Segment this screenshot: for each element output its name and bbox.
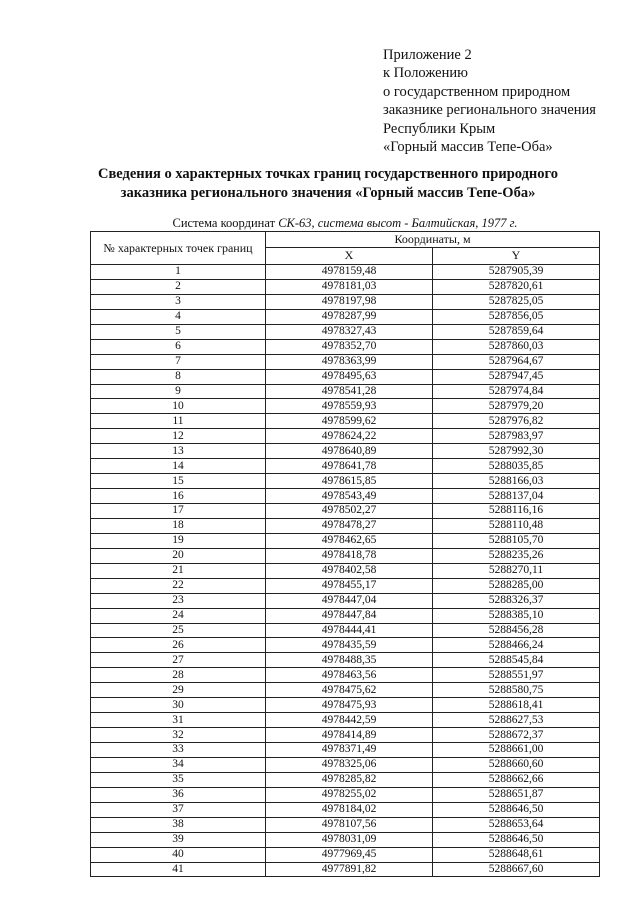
table-row <box>91 474 600 489</box>
y-coordinate-cell: 5288326,37 <box>433 593 600 608</box>
appendix-line: заказнике регионального значения <box>383 102 596 119</box>
y-coordinate-cell: 5288660,60 <box>433 757 600 772</box>
table-row <box>91 518 600 533</box>
point-number-cell: 33 <box>91 743 266 758</box>
point-number-cell: 38 <box>91 817 266 832</box>
table-row <box>91 802 600 817</box>
x-coordinate-cell: 4978463,56 <box>266 668 433 683</box>
y-coordinate-cell: 5287859,64 <box>433 324 600 339</box>
appendix-line: Республики Крым <box>383 120 496 137</box>
y-coordinate-cell: 5287825,05 <box>433 294 600 309</box>
caption-prefix: Система координат <box>172 216 279 230</box>
x-coordinate-cell: 4978363,99 <box>266 354 433 369</box>
table-row <box>91 324 600 339</box>
x-coordinate-cell: 4978641,78 <box>266 459 433 474</box>
x-coordinate-cell: 4978495,63 <box>266 369 433 384</box>
x-coordinate-cell: 4978462,65 <box>266 533 433 548</box>
point-number-cell: 14 <box>91 459 266 474</box>
table-row <box>91 563 600 578</box>
x-coordinate-cell: 4978107,56 <box>266 817 433 832</box>
x-coordinate-cell: 4978599,62 <box>266 414 433 429</box>
point-number-cell: 12 <box>91 429 266 444</box>
point-number-cell: 18 <box>91 518 266 533</box>
table-row <box>91 817 600 832</box>
point-number-cell: 35 <box>91 772 266 787</box>
table-row <box>91 713 600 728</box>
table-row <box>91 698 600 713</box>
coordinates-table <box>90 231 600 877</box>
point-number-cell: 17 <box>91 504 266 519</box>
y-coordinate-cell: 5287820,61 <box>433 279 600 294</box>
point-number-cell: 41 <box>91 862 266 877</box>
y-coordinate-cell: 5288580,75 <box>433 683 600 698</box>
x-coordinate-cell: 4977969,45 <box>266 847 433 862</box>
point-number-cell: 21 <box>91 563 266 578</box>
point-number-cell: 5 <box>91 324 266 339</box>
x-coordinate-cell: 4978444,41 <box>266 623 433 638</box>
y-coordinate-cell: 5287983,97 <box>433 429 600 444</box>
x-coordinate-cell: 4978325,06 <box>266 757 433 772</box>
point-number-cell: 27 <box>91 653 266 668</box>
point-number-cell: 11 <box>91 414 266 429</box>
x-coordinate-cell: 4978615,85 <box>266 474 433 489</box>
y-coordinate-cell: 5288667,60 <box>433 862 600 877</box>
y-coordinate-cell: 5287976,82 <box>433 414 600 429</box>
header-point-number: № характерных точек границ <box>91 232 266 265</box>
table-row <box>91 339 600 354</box>
x-coordinate-cell: 4978327,43 <box>266 324 433 339</box>
x-coordinate-cell: 4978640,89 <box>266 444 433 459</box>
table-row <box>91 548 600 563</box>
point-number-cell: 34 <box>91 757 266 772</box>
x-coordinate-cell: 4978541,28 <box>266 384 433 399</box>
x-coordinate-cell: 4978543,49 <box>266 489 433 504</box>
point-number-cell: 28 <box>91 668 266 683</box>
x-coordinate-cell: 4978502,27 <box>266 504 433 519</box>
point-number-cell: 13 <box>91 444 266 459</box>
y-coordinate-cell: 5287947,45 <box>433 369 600 384</box>
y-coordinate-cell: 5288110,48 <box>433 518 600 533</box>
document-title <box>60 165 596 203</box>
point-number-cell: 4 <box>91 309 266 324</box>
x-coordinate-cell: 4978442,59 <box>266 713 433 728</box>
y-coordinate-cell: 5288137,04 <box>433 489 600 504</box>
y-coordinate-cell: 5288235,26 <box>433 548 600 563</box>
y-coordinate-cell: 5287860,03 <box>433 339 600 354</box>
table-header-row <box>91 232 600 248</box>
x-coordinate-cell: 4978255,02 <box>266 787 433 802</box>
table-row <box>91 369 600 384</box>
y-coordinate-cell: 5288545,84 <box>433 653 600 668</box>
y-coordinate-cell: 5288166,03 <box>433 474 600 489</box>
point-number-cell: 15 <box>91 474 266 489</box>
y-coordinate-cell: 5287905,39 <box>433 265 600 280</box>
point-number-cell: 22 <box>91 578 266 593</box>
caption-italic: СК-63, система высот - Балтийская, 1977 г. <box>278 216 518 230</box>
point-number-cell: 2 <box>91 279 266 294</box>
table-row <box>91 832 600 847</box>
table-row <box>91 728 600 743</box>
y-coordinate-cell: 5288116,16 <box>433 504 600 519</box>
table-row <box>91 429 600 444</box>
x-coordinate-cell: 4978475,93 <box>266 698 433 713</box>
y-coordinate-cell: 5288285,00 <box>433 578 600 593</box>
y-coordinate-cell: 5288466,24 <box>433 638 600 653</box>
x-coordinate-cell: 4978447,04 <box>266 593 433 608</box>
x-coordinate-cell: 4978455,17 <box>266 578 433 593</box>
x-coordinate-cell: 4978352,70 <box>266 339 433 354</box>
table-row <box>91 623 600 638</box>
x-coordinate-cell: 4977891,82 <box>266 862 433 877</box>
x-coordinate-cell: 4978287,99 <box>266 309 433 324</box>
point-number-cell: 19 <box>91 533 266 548</box>
x-coordinate-cell: 4978184,02 <box>266 802 433 817</box>
x-coordinate-cell: 4978371,49 <box>266 743 433 758</box>
y-coordinate-cell: 5288672,37 <box>433 728 600 743</box>
point-number-cell: 9 <box>91 384 266 399</box>
appendix-line: «Горный массив Тепе-Оба» <box>383 139 553 156</box>
appendix-line: о государственном природном <box>383 83 571 100</box>
y-coordinate-cell: 5287856,05 <box>433 309 600 324</box>
x-coordinate-cell: 4978447,84 <box>266 608 433 623</box>
table-row <box>91 504 600 519</box>
y-coordinate-cell: 5288035,85 <box>433 459 600 474</box>
table-row <box>91 608 600 623</box>
appendix-block <box>383 46 633 156</box>
y-coordinate-cell: 5288385,10 <box>433 608 600 623</box>
table-row <box>91 683 600 698</box>
table-row <box>91 414 600 429</box>
y-coordinate-cell: 5288551,97 <box>433 668 600 683</box>
x-coordinate-cell: 4978559,93 <box>266 399 433 414</box>
x-coordinate-cell: 4978624,22 <box>266 429 433 444</box>
table-row <box>91 578 600 593</box>
x-coordinate-cell: 4978418,78 <box>266 548 433 563</box>
x-coordinate-cell: 4978181,03 <box>266 279 433 294</box>
table-row <box>91 533 600 548</box>
y-coordinate-cell: 5288661,00 <box>433 743 600 758</box>
point-number-cell: 23 <box>91 593 266 608</box>
point-number-cell: 26 <box>91 638 266 653</box>
coordinate-system-caption <box>90 215 600 231</box>
point-number-cell: 39 <box>91 832 266 847</box>
point-number-cell: 40 <box>91 847 266 862</box>
table-row <box>91 638 600 653</box>
x-coordinate-cell: 4978402,58 <box>266 563 433 578</box>
x-coordinate-cell: 4978159,48 <box>266 265 433 280</box>
table-row <box>91 399 600 414</box>
point-number-cell: 10 <box>91 399 266 414</box>
y-coordinate-cell: 5287979,20 <box>433 399 600 414</box>
y-coordinate-cell: 5288646,50 <box>433 802 600 817</box>
appendix-line: Приложение 2 <box>383 47 472 63</box>
point-number-cell: 25 <box>91 623 266 638</box>
table-row <box>91 309 600 324</box>
y-coordinate-cell: 5288627,53 <box>433 713 600 728</box>
point-number-cell: 29 <box>91 683 266 698</box>
point-number-cell: 20 <box>91 548 266 563</box>
table-row <box>91 384 600 399</box>
y-coordinate-cell: 5288648,61 <box>433 847 600 862</box>
table-row <box>91 444 600 459</box>
x-coordinate-cell: 4978031,09 <box>266 832 433 847</box>
x-coordinate-cell: 4978475,62 <box>266 683 433 698</box>
document-title-line: Сведения о характерных точках границ государственного природного <box>97 166 559 182</box>
table-row <box>91 354 600 369</box>
table-row <box>91 787 600 802</box>
point-number-cell: 32 <box>91 728 266 743</box>
table-row <box>91 668 600 683</box>
x-coordinate-cell: 4978478,27 <box>266 518 433 533</box>
x-coordinate-cell: 4978488,35 <box>266 653 433 668</box>
table-row <box>91 757 600 772</box>
y-coordinate-cell: 5287992,30 <box>433 444 600 459</box>
y-coordinate-cell: 5288646,50 <box>433 832 600 847</box>
point-number-cell: 37 <box>91 802 266 817</box>
table-row <box>91 459 600 474</box>
y-coordinate-cell: 5288662,66 <box>433 772 600 787</box>
table-row <box>91 489 600 504</box>
header-x: X <box>266 247 433 264</box>
x-coordinate-cell: 4978285,82 <box>266 772 433 787</box>
point-number-cell: 7 <box>91 354 266 369</box>
point-number-cell: 8 <box>91 369 266 384</box>
table-row <box>91 772 600 787</box>
point-number-cell: 16 <box>91 489 266 504</box>
table-row <box>91 847 600 862</box>
header-y: Y <box>433 247 600 264</box>
point-number-cell: 36 <box>91 787 266 802</box>
document-title-line: заказника регионального значения «Горный массив Тепе-Оба» <box>120 185 536 201</box>
table-row <box>91 593 600 608</box>
table-row <box>91 862 600 877</box>
y-coordinate-cell: 5287974,84 <box>433 384 600 399</box>
point-number-cell: 24 <box>91 608 266 623</box>
y-coordinate-cell: 5288270,11 <box>433 563 600 578</box>
point-number-cell: 1 <box>91 265 266 280</box>
table-row <box>91 279 600 294</box>
y-coordinate-cell: 5288618,41 <box>433 698 600 713</box>
appendix-line: к Положению <box>383 65 468 82</box>
table-body <box>91 265 600 877</box>
table-row <box>91 265 600 280</box>
y-coordinate-cell: 5288651,87 <box>433 787 600 802</box>
table-row <box>91 743 600 758</box>
point-number-cell: 30 <box>91 698 266 713</box>
x-coordinate-cell: 4978197,98 <box>266 294 433 309</box>
y-coordinate-cell: 5288456,28 <box>433 623 600 638</box>
point-number-cell: 31 <box>91 713 266 728</box>
table-row <box>91 653 600 668</box>
point-number-cell: 3 <box>91 294 266 309</box>
y-coordinate-cell: 5288105,70 <box>433 533 600 548</box>
y-coordinate-cell: 5288653,64 <box>433 817 600 832</box>
table-row <box>91 294 600 309</box>
header-coordinates: Координаты, м <box>266 232 600 248</box>
x-coordinate-cell: 4978435,59 <box>266 638 433 653</box>
x-coordinate-cell: 4978414,89 <box>266 728 433 743</box>
y-coordinate-cell: 5287964,67 <box>433 354 600 369</box>
point-number-cell: 6 <box>91 339 266 354</box>
